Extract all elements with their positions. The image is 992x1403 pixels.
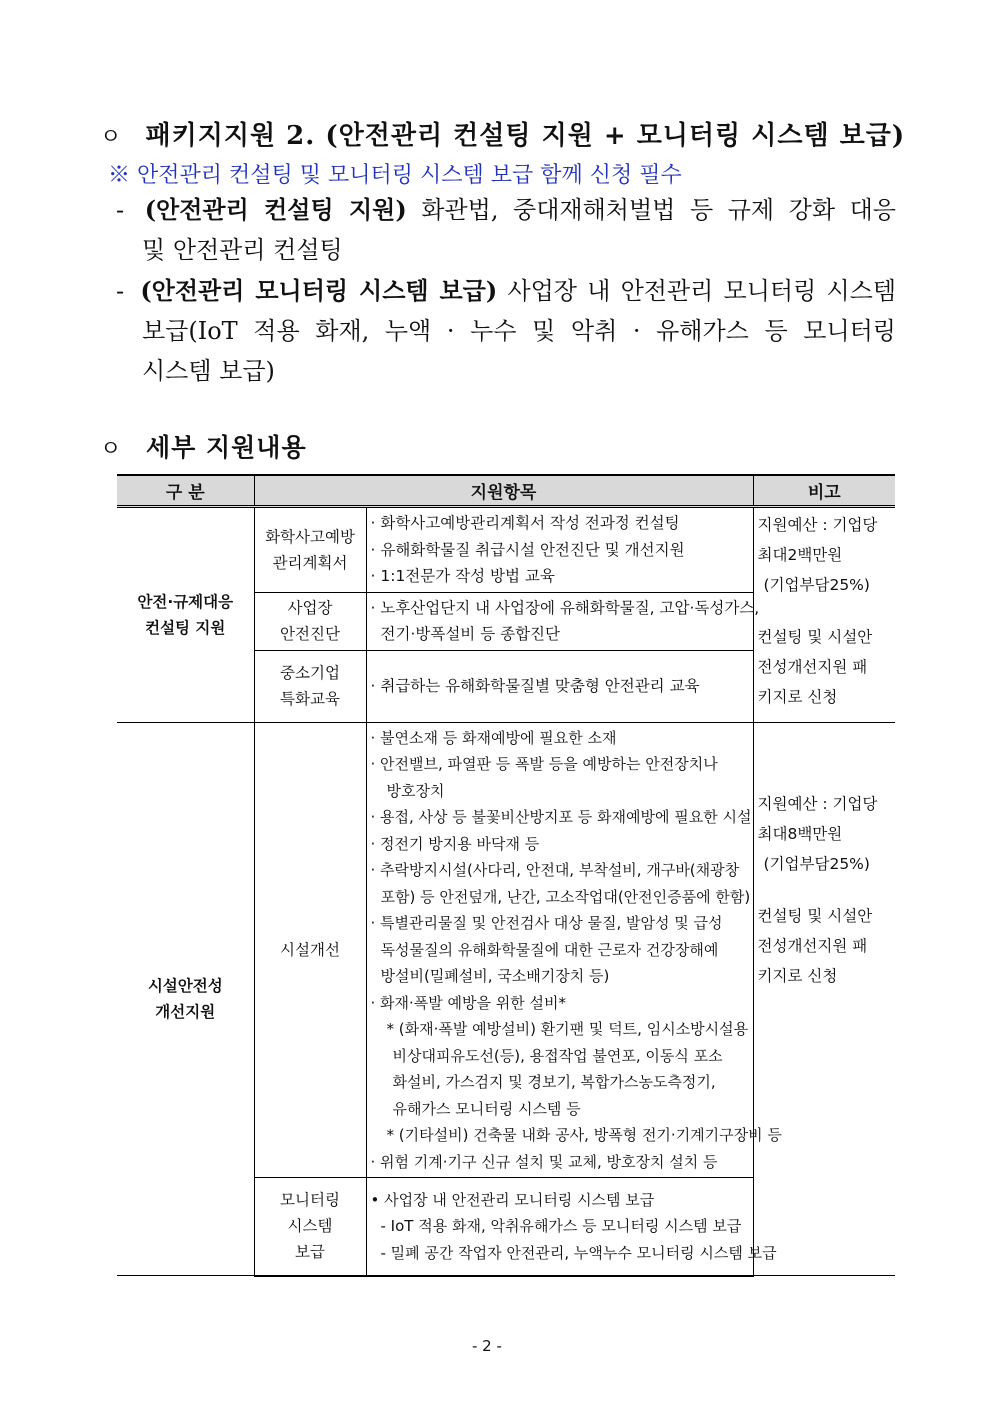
items-cell [366,722,782,1178]
category-label: 컨설팅 지원 [145,618,226,637]
list-item: · 화재·폭발 예방을 위한 설비* [370,993,566,1012]
remark-text: 키지로 신청 [757,688,838,706]
table-header-row [117,475,895,507]
section-heading-text: 패키지지원 2. (안전관리 컨설팅 지원 + 모니터링 시스템 보급) [145,121,906,151]
items-cell [366,650,753,722]
list-item: 독성물질의 유해화학물질에 대한 근로자 건강장해예 [380,940,719,959]
list-item: 방설비(밀폐설비, 국소배기장치 등) [380,967,610,985]
section-heading-text: 세부 지원내용 [145,433,307,462]
remark-text: (기업부담25%) [763,576,870,594]
remark-text: 최대8백만원 [757,824,843,843]
list-item: * (기타설비) 건축물 내화 공사, 방폭형 전기·기계기구장비 등 [386,1126,782,1144]
list-item: - 밀폐 공간 작업자 안전관리, 누액누수 모니터링 시스템 보급 [380,1243,777,1262]
section-heading-details [100,428,307,464]
table-row [117,722,895,1178]
list-item: · 특별관리물질 및 안전검사 대상 물질, 발암성 및 급성 [370,914,723,932]
subcategory-label: 사업장 [287,599,333,617]
subcategory-cell [254,507,366,593]
bullet-monitoring-line2: 보급(IoT 적용 화재, 누액 · 누수 및 악취 · 유해가스 등 모니터링 [142,317,896,345]
list-item: - IoT 적용 화재, 악취유해가스 등 모니터링 시스템 보급 [380,1217,742,1235]
list-item: 포함) 등 안전덮개, 난간, 고소작업대(안전인증품에 한함) [380,887,751,906]
remarks-cell [753,507,895,723]
required-note: ※ 안전관리 컨설팅 및 모니터링 시스템 보급 함께 신청 필수 [108,163,682,188]
list-item: * (화재·폭발 예방설비) 환기팬 및 덕트, 임시소방시설용 [386,1020,749,1038]
remark-text: 키지로 신청 [757,966,838,985]
list-item: • 사업장 내 안전관리 모니터링 시스템 보급 [370,1190,655,1209]
list-item: · 용접, 사상 등 불꽃비산방지포 등 화재예방에 필요한 시설 [370,808,752,826]
support-details-table [117,474,895,1277]
bullet-consulting-title: (안전관리 컨설팅 지원) [144,195,407,224]
category-cell-consulting [117,507,254,723]
bullet-monitoring-line1 [116,271,896,311]
subcategory-cell [254,650,366,722]
list-item: 전기·방폭설비 등 종합진단 [380,625,560,643]
subcategory-cell [254,592,366,650]
list-item: · 1:1전문가 작성 방법 교육 [370,567,555,585]
section-heading-package2 [100,115,905,152]
subcategory-label: 시설개선 [280,940,340,959]
list-item: · 추락방지시설(사다리, 안전대, 부착설비, 개구바(채광창 [370,861,740,879]
list-item: · 안전밸브, 파열판 등 폭발 등을 예방하는 안전장치나 [370,755,718,773]
subcategory-cell [254,1178,366,1276]
bullet-monitoring-line3: 시스템 보급) [142,357,275,385]
circle-bullet-icon: ㅇ [100,125,123,150]
header-remarks: 비고 [753,475,895,507]
items-cell [366,592,760,650]
remark-text: 전성개선지원 패 [757,658,868,676]
subcategory-label: 시스템 [287,1217,333,1236]
remark-text: 최대2백만원 [757,546,843,564]
circle-bullet-icon: ㅇ [100,437,123,462]
list-item: 화설비, 가스검지 및 경보기, 복합가스농도측정기, [392,1073,716,1091]
subcategory-label: 중소기업 [280,664,340,682]
page-number: - 2 - [472,1337,502,1355]
subcategory-label: 특화교육 [280,690,340,708]
list-item: 방호장치 [386,781,445,800]
subcategory-label: 모니터링 [280,1191,340,1210]
table-row [117,507,895,593]
list-item: · 정전기 방지용 바닥재 등 [370,834,540,853]
category-label: 안전·규제대응 [137,592,234,611]
remark-text: 컨설팅 및 시설안 [757,906,873,925]
list-item: · 취급하는 유해화학물질별 맞춤형 안전관리 교육 [370,676,700,695]
subcategory-label: 안전진단 [280,625,340,643]
dash-marker: - [116,196,125,224]
items-cell [366,1178,777,1276]
remark-text: 지원예산 : 기업당 [757,794,878,813]
bullet-consulting-line2: 및 안전관리 컨설팅 [142,236,343,264]
subcategory-label: 화학사고예방 [265,527,355,546]
list-item: · 위험 기계·기구 신규 설치 및 교체, 방호장치 설치 등 [370,1152,718,1171]
dash-marker: - [116,277,125,305]
bullet-monitoring-title: (안전관리 모니터링 시스템 보급) [140,276,498,305]
header-category: 구 분 [117,475,254,507]
bullet-consulting-line1 [116,190,896,230]
list-item: · 노후산업단지 내 사업장에 유해화학물질, 고압·독성가스, [370,598,760,617]
list-item: · 불연소재 등 화재예방에 필요한 소재 [370,728,617,747]
list-item: · 화학사고예방관리계획서 작성 전과정 컨설팅 [370,514,680,532]
subcategory-label: 보급 [295,1243,325,1262]
remarks-cell [753,722,895,1276]
remark-text: 전성개선지원 패 [757,936,868,955]
category-cell-facility [117,722,254,1276]
subcategory-cell [254,722,366,1178]
header-items: 지원항목 [254,475,753,507]
remark-text: 컨설팅 및 시설안 [757,628,873,646]
list-item: · 유해화학물질 취급시설 안전진단 및 개선지원 [370,540,685,559]
list-item: 유해가스 모니터링 시스템 등 [392,1099,581,1118]
remark-text: 지원예산 : 기업당 [757,516,878,534]
items-cell [366,507,753,593]
category-label: 시설안전성 [147,976,223,995]
remark-text: (기업부담25%) [763,854,870,873]
bullet-monitoring-text: 사업장 내 안전관리 모니터링 시스템 [497,277,897,305]
category-label: 개선지원 [155,1002,216,1021]
bullet-consulting-text: 화관법, 중대재해처벌법 등 규제 강화 대응 [406,196,896,224]
subcategory-label: 관리계획서 [272,553,348,572]
list-item: 비상대피유도선(등), 용접작업 불연포, 이동식 포소 [392,1046,723,1065]
